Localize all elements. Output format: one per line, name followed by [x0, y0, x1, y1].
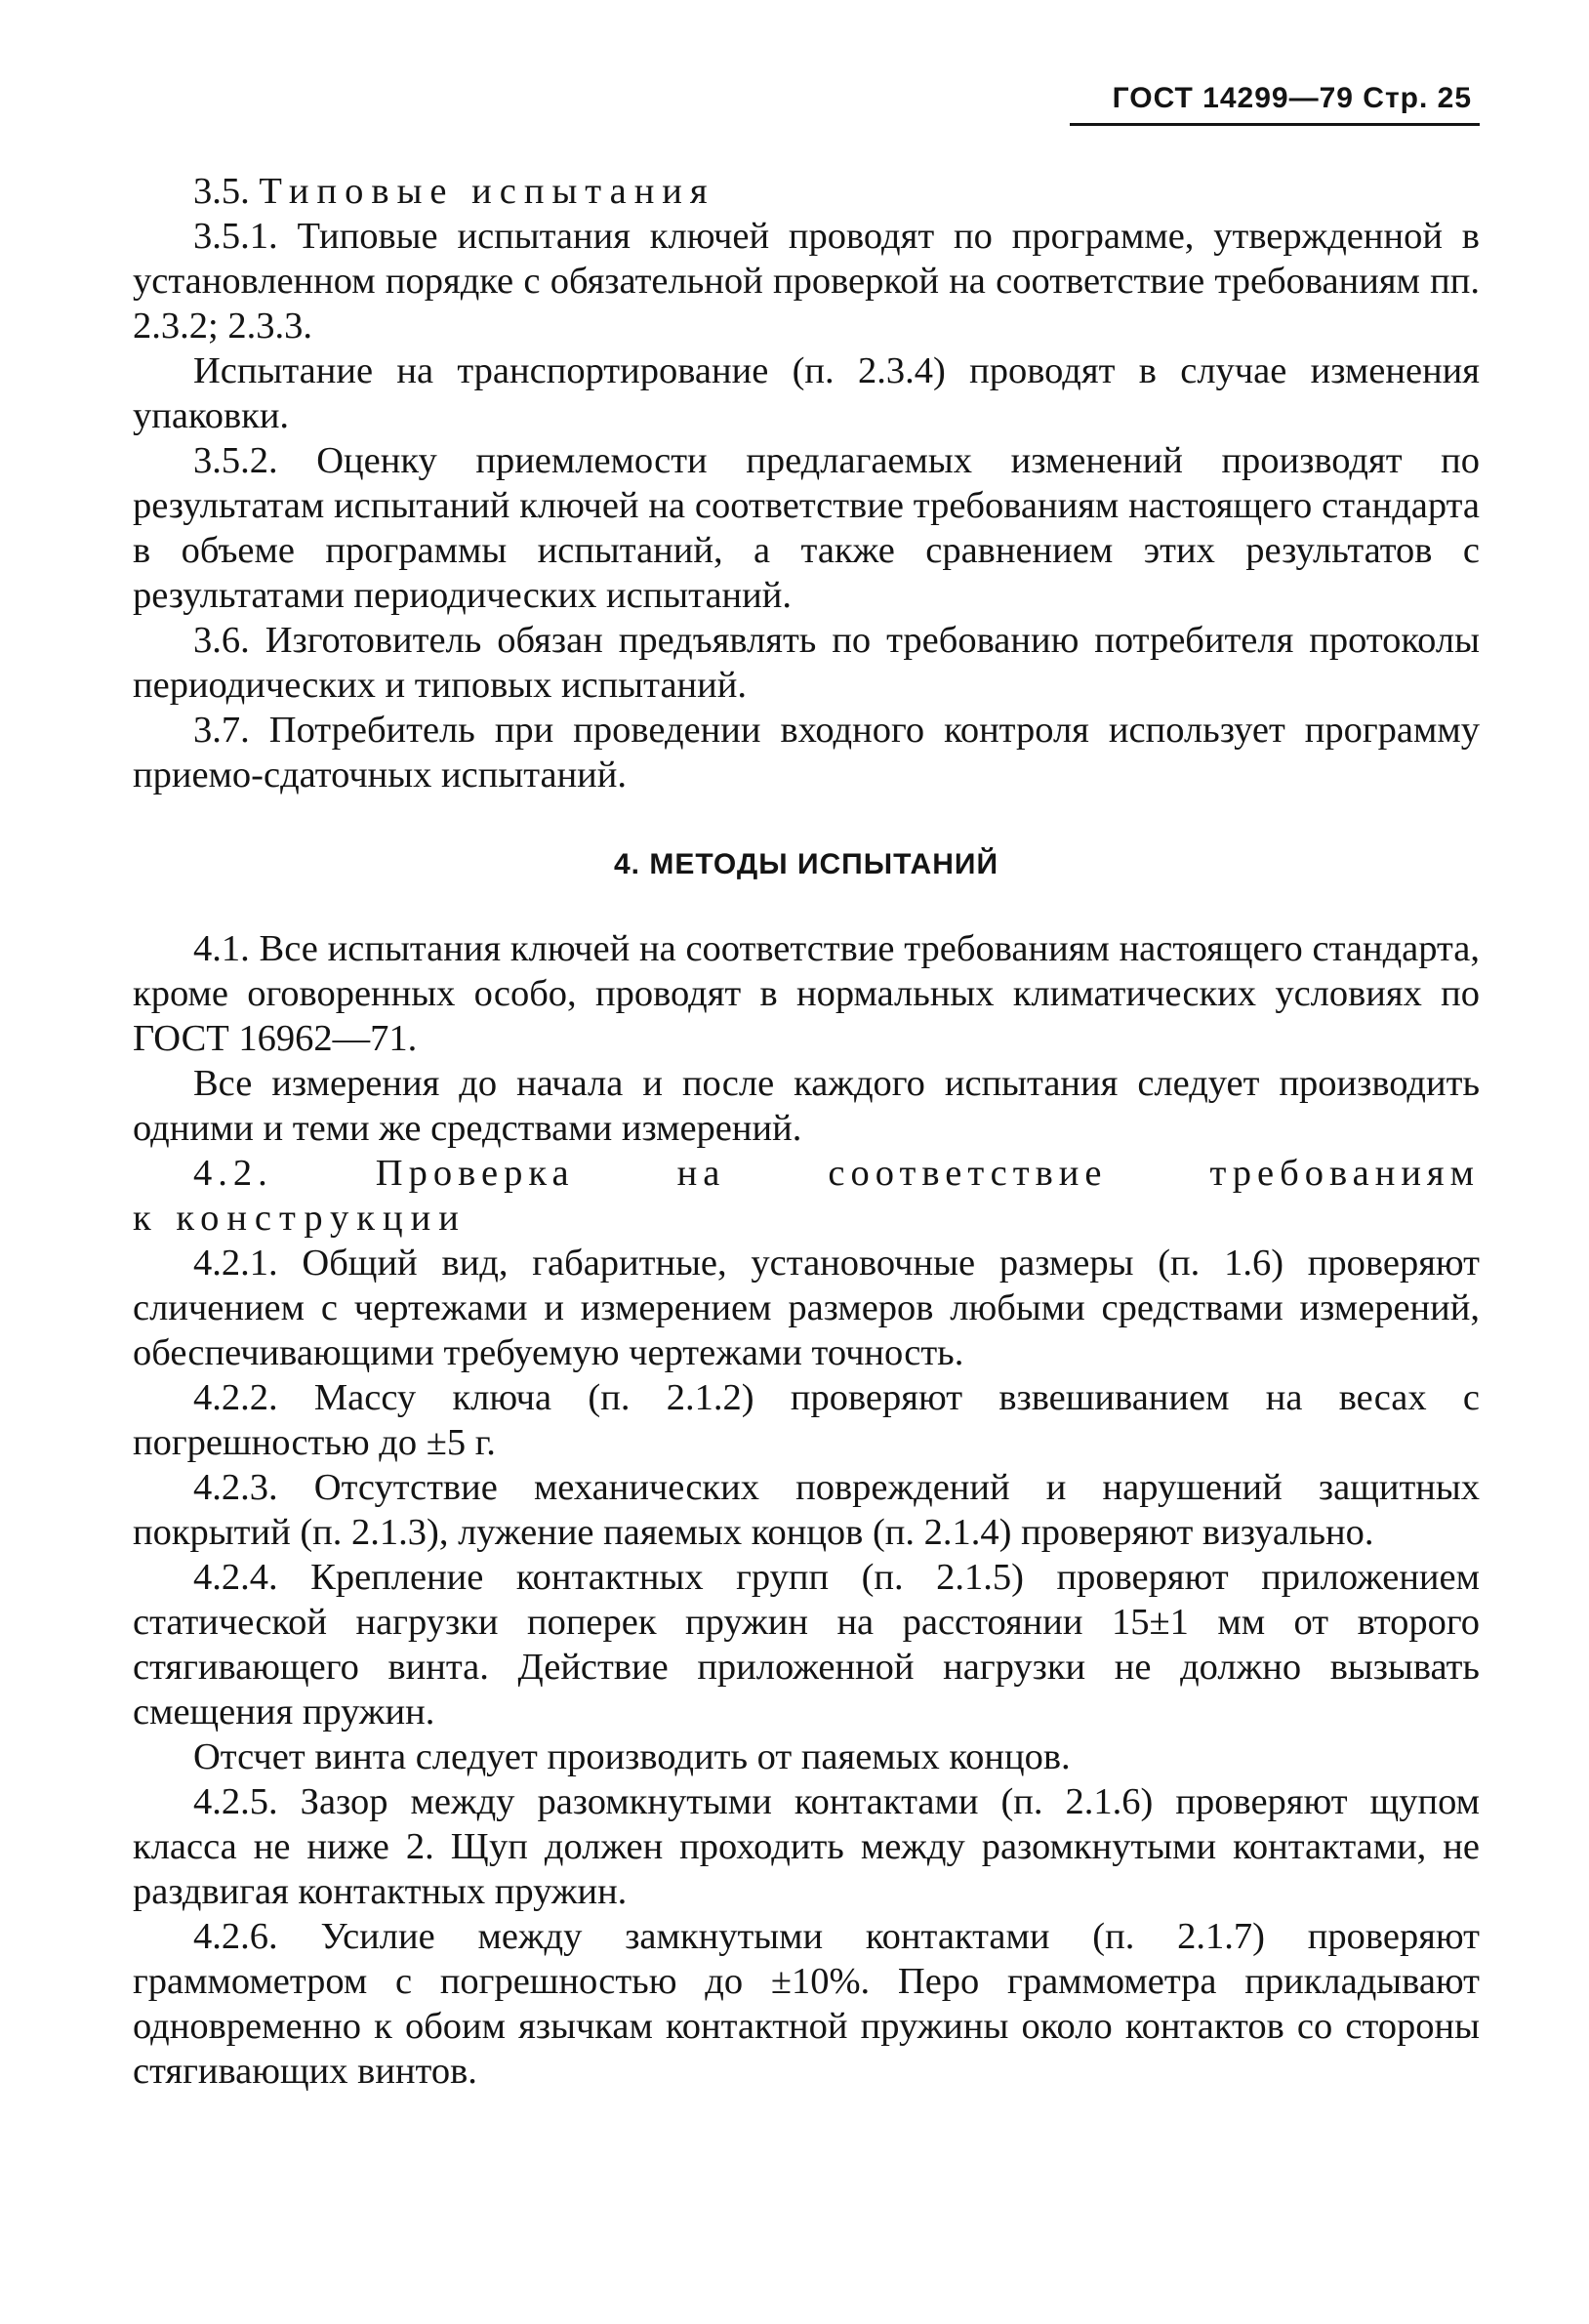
page-header: ГОСТ 14299—79 Стр. 25: [1112, 82, 1472, 114]
document-body: [133, 169, 1480, 2094]
heading-3-5: [133, 169, 1480, 214]
paragraph-4-1: 4.1. Все испытания ключей на соответствие требованиям настоящего стандарта, кроме оговоренных особо, проводят в нормальных климатических условиях по ГОСТ 16962—71.: [133, 928, 1480, 1059]
paragraph-4-2-4-b: Отсчет винта следует производить от паяемых концов.: [193, 1736, 1071, 1777]
paragraph-4-1-b: Все измерения до начала и после каждого испытания следует производить одними и теми же средствами измерений.: [133, 1063, 1480, 1149]
paragraph-4-2-3: 4.2.3. Отсутствие механических повреждений и нарушений защитных покрытий (п. 2.1.3), лужение паяемых концов (п. 2.1.4) проверяют визуально.: [133, 1467, 1480, 1553]
paragraph-3-5-2: 3.5.2. Оценку приемлемости предлагаемых изменений производят по результатам испытаний ключей на соответствие требованиям настоящего стандарта в объеме программы испытаний, а также сравнением этих результатов с результатами периодических испытаний.: [133, 440, 1480, 616]
document-page: [133, 82, 1480, 2094]
heading-3-5-text: Типовые испытания: [259, 171, 715, 212]
heading-4-2-line1: 4.2. Проверка на соответствие требованиям: [193, 1153, 1480, 1194]
paragraph-4-2-1: 4.2.1. Общий вид, габаритные, установочные размеры (п. 1.6) проверяют сличением с чертежами и измерением размеров любыми средствами измерений, обеспечивающими требуемую чертежами точность.: [133, 1243, 1480, 1373]
section-4-title: 4. МЕТОДЫ ИСПЫТАНИЙ: [614, 848, 998, 880]
heading-4-2-line2: к конструкции: [133, 1198, 467, 1239]
header-rule: [1070, 123, 1480, 126]
paragraph-4-2-2: 4.2.2. Массу ключа (п. 2.1.2) проверяют взвешиванием на весах с погрешностью до ±5 г.: [133, 1377, 1480, 1463]
paragraph-3-5-1-b: Испытание на транспортирование (п. 2.3.4) проводят в случае изменения упаковки.: [133, 350, 1480, 436]
paragraph-4-2-5: 4.2.5. Зазор между разомкнутыми контактами (п. 2.1.6) проверяют щупом класса не ниже 2. Щуп должен проходить между разомкнутыми контактами, не раздвигая контактных пружин.: [133, 1781, 1480, 1912]
paragraph-3-7: 3.7. Потребитель при проведении входного контроля использует программу приемо-сдаточных испытаний.: [133, 710, 1480, 795]
paragraph-3-5-1: 3.5.1. Типовые испытания ключей проводят по программе, утвержденной в установленном порядке с обязательной проверкой на соответствие требованиям пп. 2.3.2; 2.3.3.: [133, 216, 1480, 347]
paragraph-3-6: 3.6. Изготовитель обязан предъявлять по требованию потребителя протоколы периодических и типовых испытаний.: [133, 620, 1480, 706]
paragraph-4-2-4: 4.2.4. Крепление контактных групп (п. 2.1.5) проверяют приложением статической нагрузки поперек пружин на расстоянии 15±1 мм от второго стягивающего винта. Действие приложенной нагрузки не должно вызывать смещения пружин.: [133, 1557, 1480, 1733]
paragraph-4-2-6: 4.2.6. Усилие между замкнутыми контактами (п. 2.1.7) проверяют граммометром с погрешностью до ±10%. Перо граммометра прикладывают одновременно к обоим язычкам контактной пружины около контактов со стороны стягивающих винтов.: [133, 1916, 1480, 2092]
heading-3-5-number: 3.5.: [193, 171, 250, 212]
